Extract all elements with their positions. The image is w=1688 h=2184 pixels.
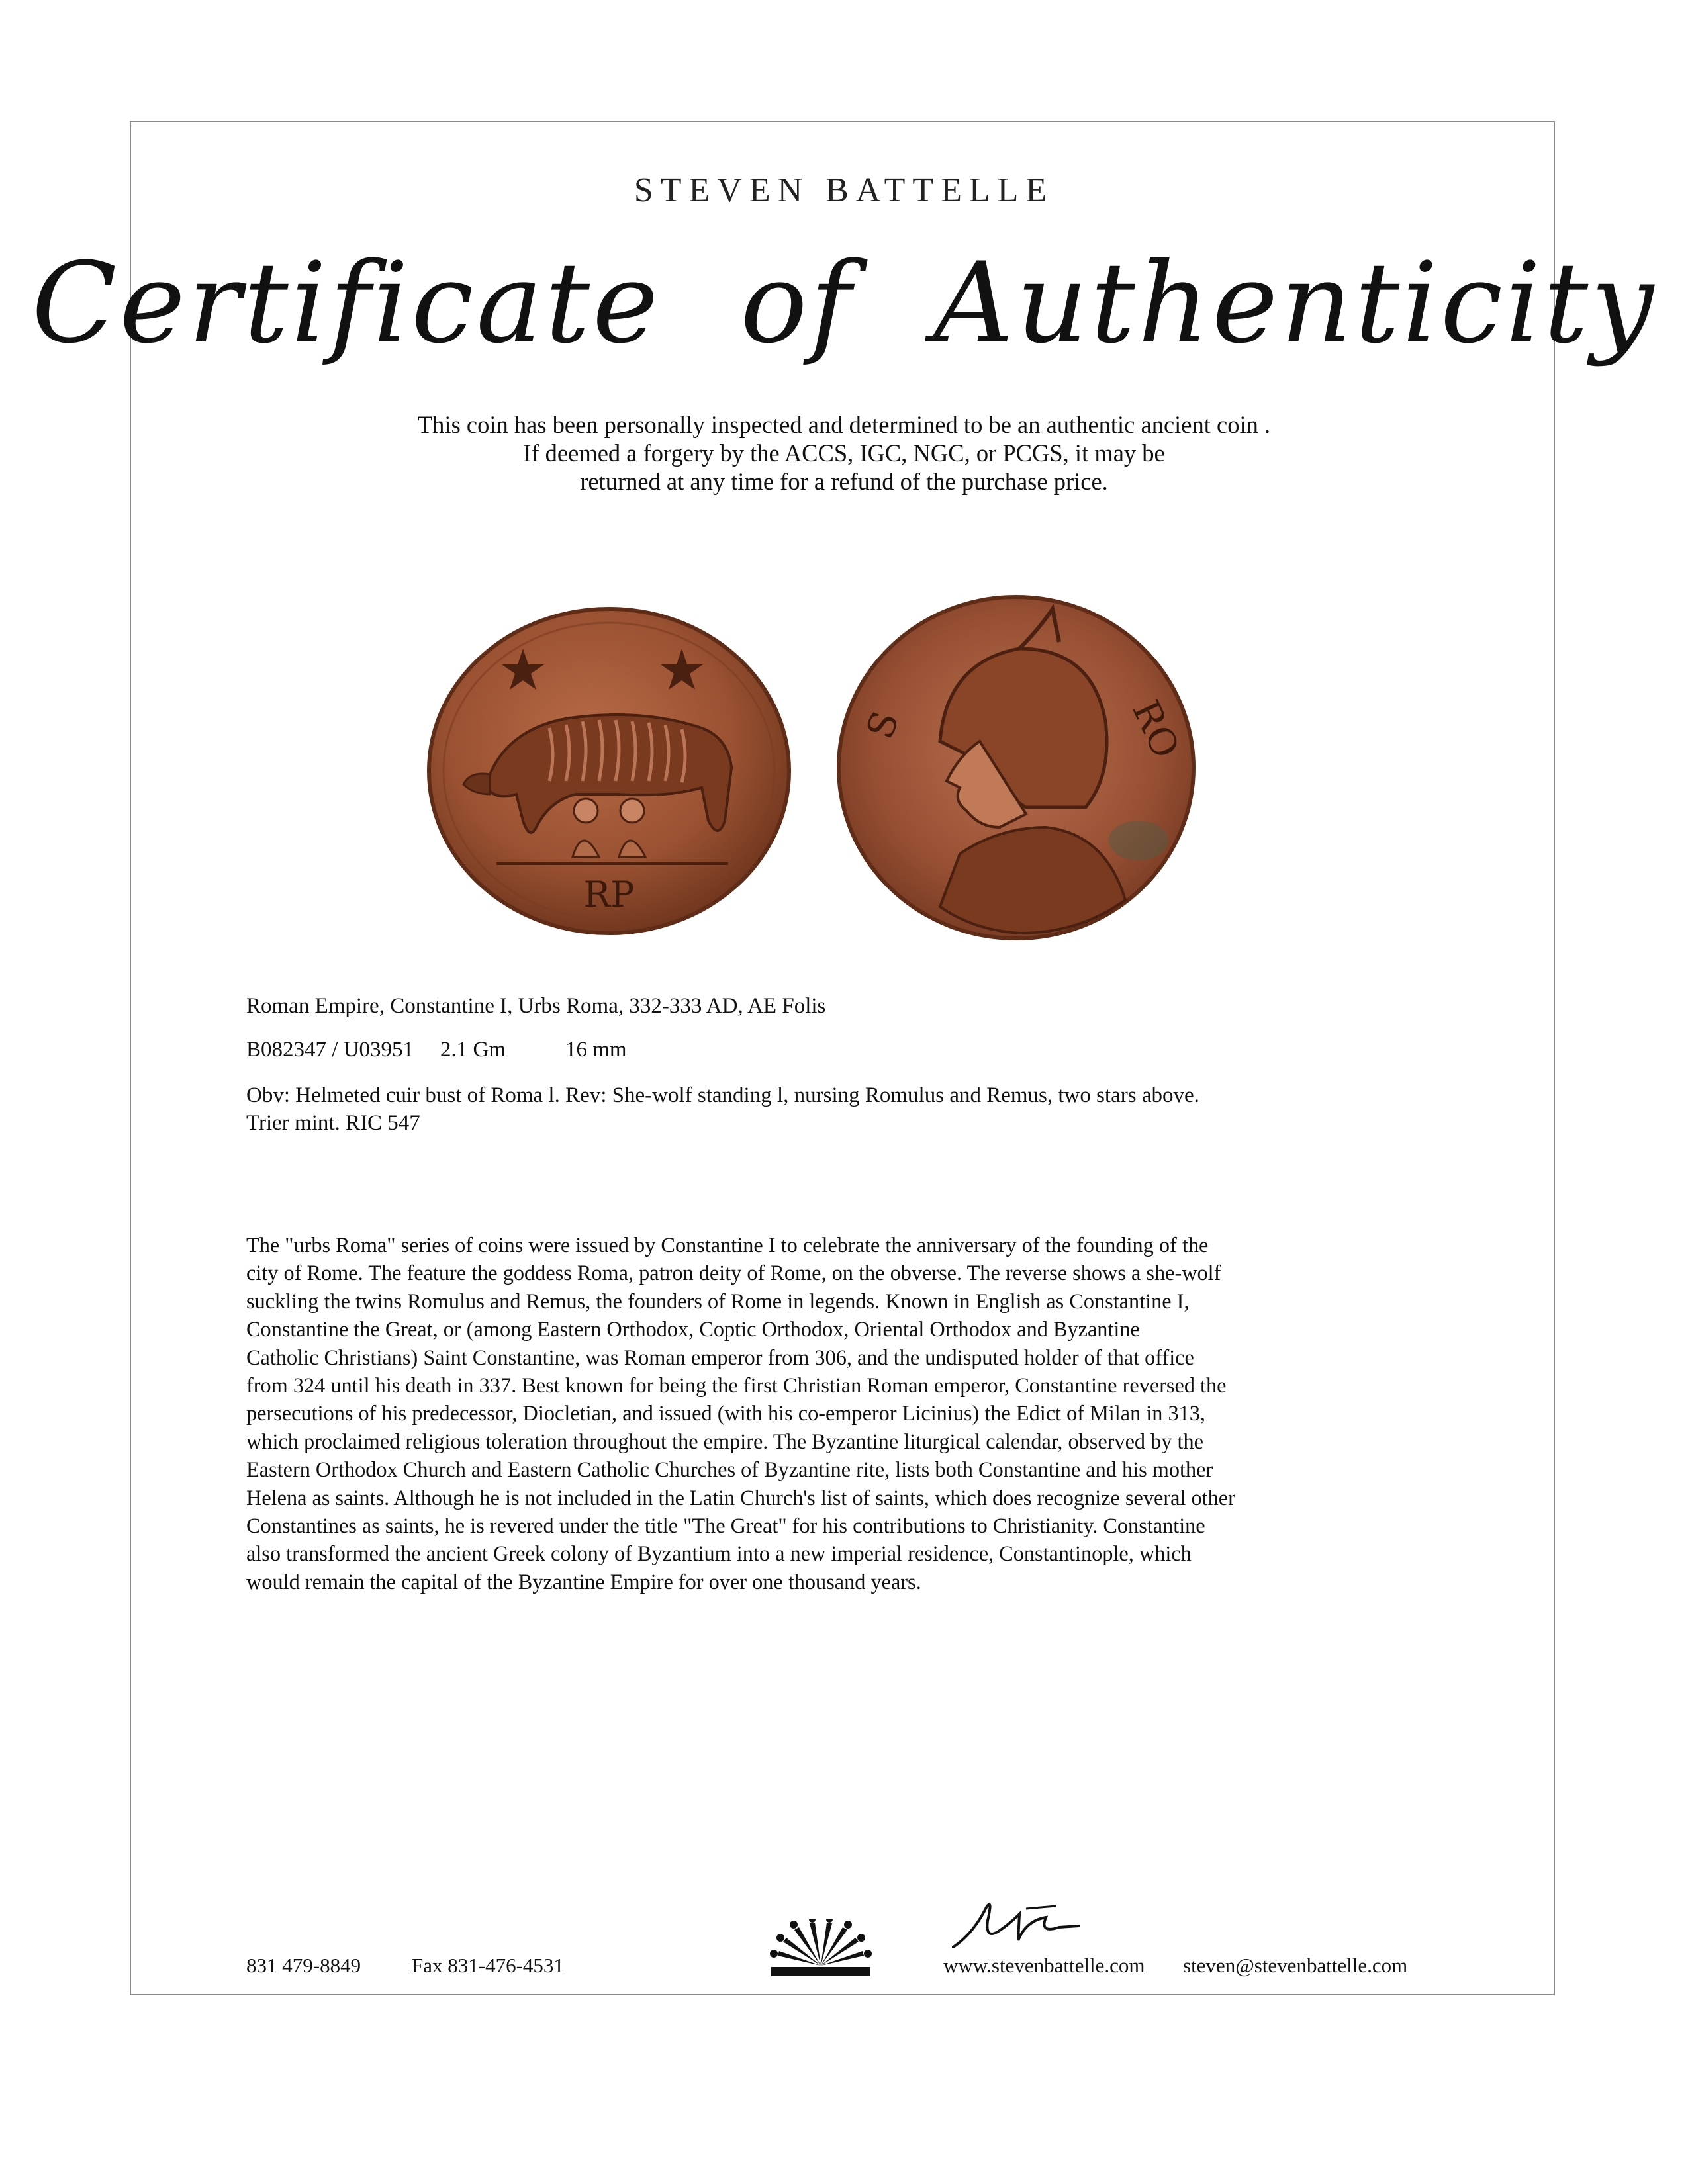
description-line: Obv: Helmeted cuir bust of Roma l. Rev: She-wolf standing l, nursing Romulus and Remus, two stars above. [246, 1083, 1199, 1107]
history-line: Constantines as saints, he is revered under the title "The Great" for his contributions to Christianity. Constantine [246, 1514, 1205, 1538]
guarantee-line: returned at any time for a refund of the purchase price. [580, 468, 1108, 495]
coin-weight: 2.1 Gm [440, 1038, 506, 1062]
guarantee-line: This coin has been personally inspected and determined to be an authentic ancient coin . [417, 411, 1271, 438]
guarantee-line: If deemed a forgery by the ACCS, IGC, NGC, or PCGS, it may be [523, 439, 1165, 467]
history-line: which proclaimed religious toleration throughout the empire. The Byzantine liturgical calendar, observed by the [246, 1429, 1203, 1453]
coin-reference-line [246, 1038, 1451, 1062]
coin-title: Roman Empire, Constantine I, Urbs Roma, 332-333 AD, AE Folis [246, 994, 826, 1018]
certificate-title [0, 238, 1688, 368]
authenticity-guarantee [0, 410, 1688, 496]
coin-description [246, 1081, 1451, 1137]
signature-mark [947, 1894, 1086, 1954]
history-line: would remain the capital of the Byzantine Empire for over one thousand years. [246, 1569, 921, 1594]
historical-text [246, 1231, 1425, 1596]
obverse-legend-left: S [859, 705, 908, 745]
obverse-legend-right: RO [1123, 694, 1188, 765]
footer-website[interactable]: www.stevenbattelle.com [943, 1954, 1145, 1977]
description-line: Trier mint. RIC 547 [246, 1111, 420, 1135]
footer-phone: 831 479-8849 [246, 1954, 361, 1977]
footer-email[interactable]: steven@stevenbattelle.com [1183, 1954, 1408, 1977]
footer-fax: Fax 831-476-4531 [412, 1954, 564, 1977]
history-line: from 324 until his death in 337. Best known for being the first Christian Roman emperor, Constantine reversed the [246, 1373, 1227, 1398]
coin-obverse-image [827, 589, 1205, 946]
history-line: also transformed the ancient Greek colony of Byzantium into a new imperial residence, Constantinople, which [246, 1541, 1192, 1566]
history-line: The "urbs Roma" series of coins were issued by Constantine I to celebrate the anniversary of the founding of the [246, 1233, 1209, 1257]
coin-diameter: 16 mm [565, 1038, 627, 1062]
history-line: suckling the twins Romulus and Remus, the founders of Rome in legends. Known in English as Constantine I, [246, 1289, 1190, 1313]
history-line: persecutions of his predecessor, Diocletian, and issued (with his co-emperor Licinius) the Edict of Milan in 313, [246, 1401, 1206, 1426]
history-line: city of Rome. The feature the goddess Roma, patron deity of Rome, on the obverse. The reverse shows a she-wolf [246, 1261, 1221, 1285]
title-word-authenticity: Authenticity [933, 238, 1657, 368]
sunburst-logo-icon [765, 1919, 877, 1979]
history-line: Helena as saints. Although he is not included in the Latin Church's list of saints, which does recognize several other [246, 1485, 1235, 1510]
title-word-of: of [740, 238, 854, 368]
coin-reference: B082347 / U03951 [246, 1038, 414, 1062]
title-word-certificate: Certificate [31, 238, 661, 368]
brand-name: STEVEN BATTELLE [633, 171, 1055, 209]
history-line: Constantine the Great, or (among Eastern Orthodox, Coptic Orthodox, Oriental Orthodox and Byzantine [246, 1317, 1140, 1342]
mint-mark: RP [583, 874, 635, 915]
coin-images [0, 582, 1688, 953]
history-line: Catholic Christians) Saint Constantine, was Roman emperor from 306, and the undisputed holder of that office [246, 1345, 1194, 1369]
coin-reverse-image [417, 596, 801, 940]
history-line: Eastern Orthodox Church and Eastern Catholic Churches of Byzantine rite, lists both Constantine and his mother [246, 1457, 1213, 1482]
